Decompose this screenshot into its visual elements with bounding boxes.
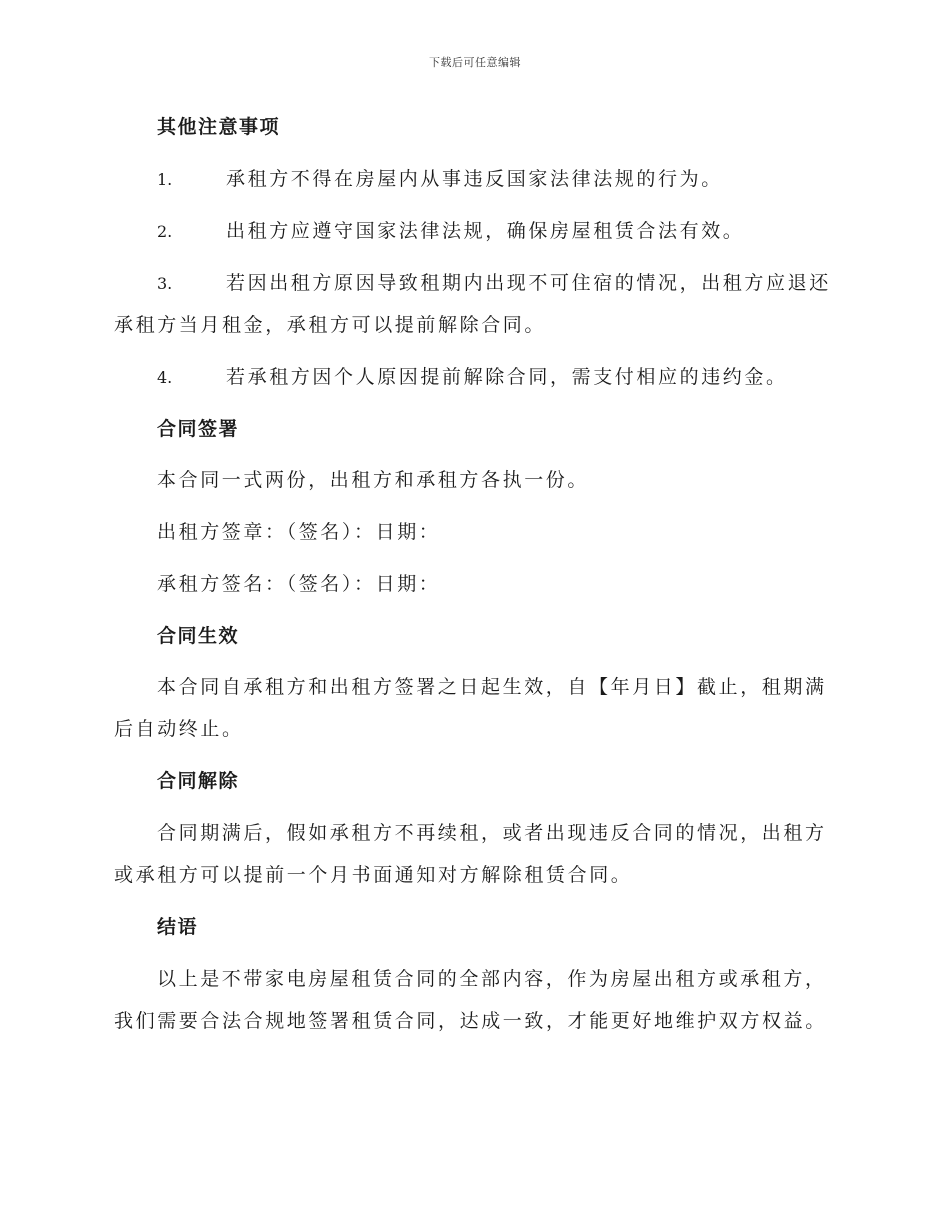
section-title-effect: 合同生效	[157, 625, 240, 647]
section-title-termination: 合同解除	[157, 770, 240, 792]
list-item-number: 3.	[157, 274, 173, 293]
section-title-other-notes: 其他注意事项	[157, 116, 281, 138]
section-title-signing: 合同签署	[157, 418, 240, 440]
list-item-text: 承租方不得在房屋内从事违反国家法律法规的行为。	[226, 168, 723, 190]
header-note: 下载后可任意编辑	[429, 56, 521, 69]
list-item	[157, 166, 877, 193]
termination-paragraph-line1: 合同期满后，假如承租方不再续租，或者出现违反合同的情况，出租方	[157, 822, 827, 844]
list-item-text: 若承租方因个人原因提前解除合同，需支付相应的违约金。	[226, 366, 788, 388]
conclusion-paragraph-line2: 我们需要合法合规地签署租赁合同，达成一致，才能更好地维护双方权益。	[114, 1010, 827, 1032]
list-item	[157, 270, 877, 297]
termination-paragraph-line2: 或承租方可以提前一个月书面通知对方解除租赁合同。	[114, 864, 633, 886]
signing-paragraph: 本合同一式两份，出租方和承租方各执一份。	[157, 469, 590, 491]
list-item-text: 若因出租方原因导致租期内出现不可住宿的情况，出租方应退还	[226, 272, 831, 294]
list-item	[157, 218, 877, 245]
list-item-text: 出租方应遵守国家法律法规，确保房屋租赁合法有效。	[226, 220, 745, 242]
list-item-number: 2.	[157, 222, 173, 241]
list-item-continuation: 承租方当月租金，承租方可以提前解除合同。	[114, 314, 547, 336]
conclusion-paragraph-line1: 以上是不带家电房屋租赁合同的全部内容，作为房屋出租方或承租方，	[157, 968, 827, 990]
list-item-number: 1.	[157, 170, 173, 189]
list-item-number: 4.	[157, 368, 173, 387]
list-item	[157, 364, 877, 391]
section-title-conclusion: 结语	[157, 916, 199, 938]
effect-paragraph-line2: 后自动终止。	[114, 718, 244, 740]
lessee-signature-line: 承租方签名：（签名）：日期：	[157, 573, 441, 595]
effect-paragraph-line1: 本合同自承租方和出租方签署之日起生效，自【年月日】截止，租期满	[157, 676, 827, 698]
lessor-signature-line: 出租方签章：（签名）：日期：	[157, 521, 441, 543]
